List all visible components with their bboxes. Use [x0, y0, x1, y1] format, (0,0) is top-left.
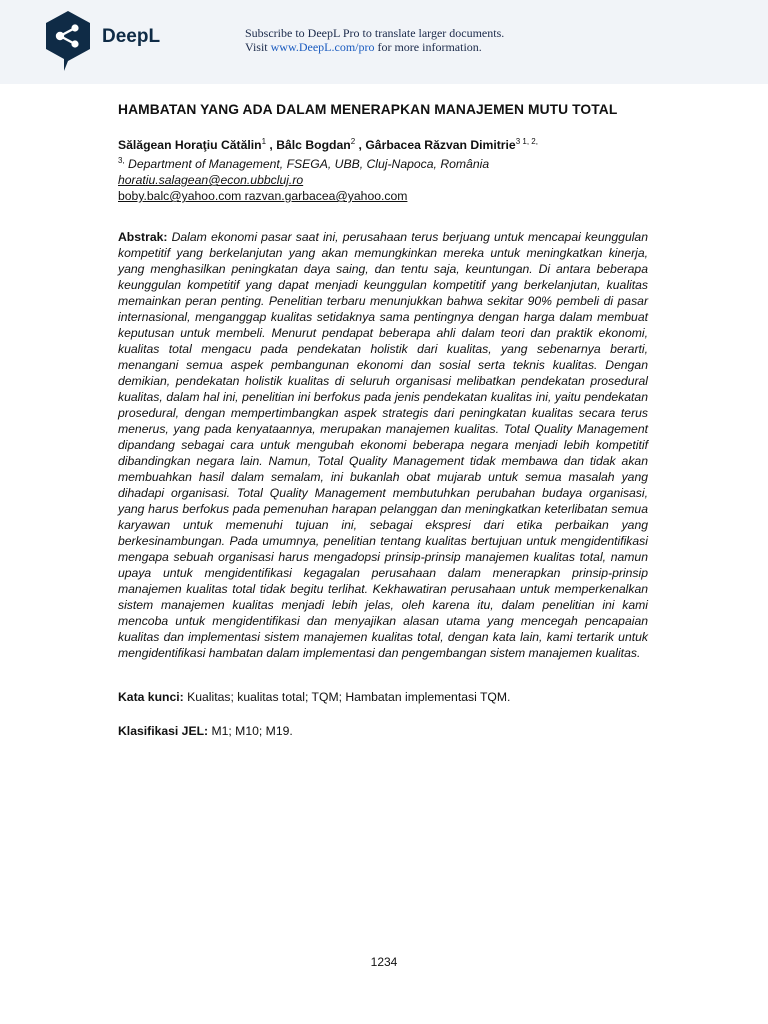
paper-title: HAMBATAN YANG ADA DALAM MENERAPKAN MANAJEMEN MUTU TOTAL	[118, 102, 618, 117]
paper-body	[118, 102, 648, 739]
author-sep-2: ,	[355, 138, 366, 153]
promo-line-2	[245, 40, 504, 54]
deepl-banner	[0, 0, 768, 84]
jel-classification	[118, 723, 648, 739]
keywords-label: Kata kunci:	[118, 690, 184, 705]
promo-line-1: Subscribe to DeepL Pro to translate larger documents.	[245, 26, 505, 40]
email-link-2[interactable]: boby.balc@yahoo.com razvan.garbacea@yahoo.com	[118, 189, 408, 204]
promo-suffix: for more information.	[374, 40, 482, 54]
deepl-wordmark: DeepL	[102, 26, 161, 47]
author-1: Sălăgean Horaţiu Cătălin	[118, 138, 262, 153]
author-3-sup: 3 1, 2,	[515, 137, 538, 146]
promo-text	[245, 26, 504, 54]
abstract-label: Abstrak:	[118, 230, 168, 245]
keywords	[118, 689, 648, 705]
affiliation-sup: 3,	[118, 156, 125, 166]
jel-text: M1; M10; M19.	[208, 724, 293, 739]
deepl-pro-link[interactable]: www.DeepL.com/pro	[270, 40, 375, 54]
author-sep-1: ,	[266, 138, 277, 153]
abstract-text: Dalam ekonomi pasar saat ini, perusahaan terus berjuang untuk mencapai keunggulan kompetitif yang berkelanjutan yang akan memungkinkan mereka untuk meningkatkan kinerja, yang menghasilkan peningkatan daya saing, dan tentu saja, keuntungan. Di antara beberapa keunggulan kompetitif yang dapat menjadi keunggulan kompetitif yang berkelanjutan, kualitas memainkan peran penting. Penelitian terbaru menunjukkan bahwa sekitar 90% pembeli di pasar internasional, menganggap kualitas setidaknya sama pentingnya dengan harga dalam membuat keputusan untuk membeli. Menurut pendapat beberapa ahli dalam teori dan praktik ekonomi, kualitas total mengacu pada pendekatan holistik dari kualitas, yang sebenarnya berarti, menangani semua aspek pembangunan ekonomi dan sosial serta teknis kualitas. Dengan demikian, pendekatan holistik kualitas di seluruh organisasi melibatkan pendekatan prosedural kualitas, dalam hal ini, penelitian ini berfokus pada jenis pendekatan kualitas ini, yaitu pendekatan prosedural, dengan mempertimbangkan aspek strategis dari peningkatan kualitas secara terus menerus, yang pada kenyataannya, merupakan manajemen kualitas. Total Quality Management dipandang sebagai cara untuk mengubah ekonomi beberapa negara menjadi lebih kompetitif dibandingkan negara lain. Namun, Total Quality Management tidak membawa dan tidak akan membuahkan hasil dalam semalam, ini bukanlah obat mujarab untuk semua masalah yang dihadapi organisasi. Total Quality Management membutuhkan perubahan budaya organisasi, yang harus berfokus pada pemenuhan harapan pelanggan dan meningkatkan keterlibatan semua karyawan untuk memenuhi tujuan ini, sebagai ekspresi dari etika perbaikan yang berkesinambungan. Pada umumnya, penelitian tentang kualitas bertujuan untuk mengidentifikasi mengapa sebuah organisasi harus mengadopsi prinsip-prinsip manajemen kualitas total, namun upaya untuk mengidentifikasi kegagalan perusahaan dalam menerapkan prinsip-prinsip manajemen kualitas total tidak begitu terlihat. Kekhawatiran perusahaan untuk memperkenalkan sistem manajemen kualitas menjadi lebih jelas, oleh karena itu, dalam penelitian ini kami mencoba untuk mengidentifikasi dan menyajikan alasan utama yang mencegah pencapaian kualitas dan implementasi sistem manajemen kualitas total, dengan kata lain, kami tertarik untuk mengidentifikasi hambatan dalam implementasi dan pengembangan sistem manajemen kualitas.	[118, 230, 648, 661]
author-1-sup: 1	[261, 137, 267, 146]
affiliation-text: Department of Management, FSEGA, UBB, Cluj-Napoca, România	[124, 157, 490, 172]
promo-prefix: Visit	[245, 40, 271, 54]
abstract	[118, 229, 648, 661]
jel-label: Klasifikasi JEL:	[118, 724, 209, 739]
author-2: Bâlc Bogdan	[276, 138, 351, 153]
author-2-sup: 2	[350, 137, 356, 146]
keywords-text: Kualitas; kualitas total; TQM; Hambatan implementasi TQM.	[183, 690, 511, 705]
author-list	[118, 134, 648, 153]
affiliation	[118, 153, 648, 172]
author-3: Gârbacea Răzvan Dimitrie	[365, 138, 516, 153]
deepl-logo-icon	[44, 10, 92, 72]
page-number: 1234	[370, 955, 398, 969]
email-link-1[interactable]: horatiu.salagean@econ.ubbcluj.ro	[118, 173, 304, 188]
